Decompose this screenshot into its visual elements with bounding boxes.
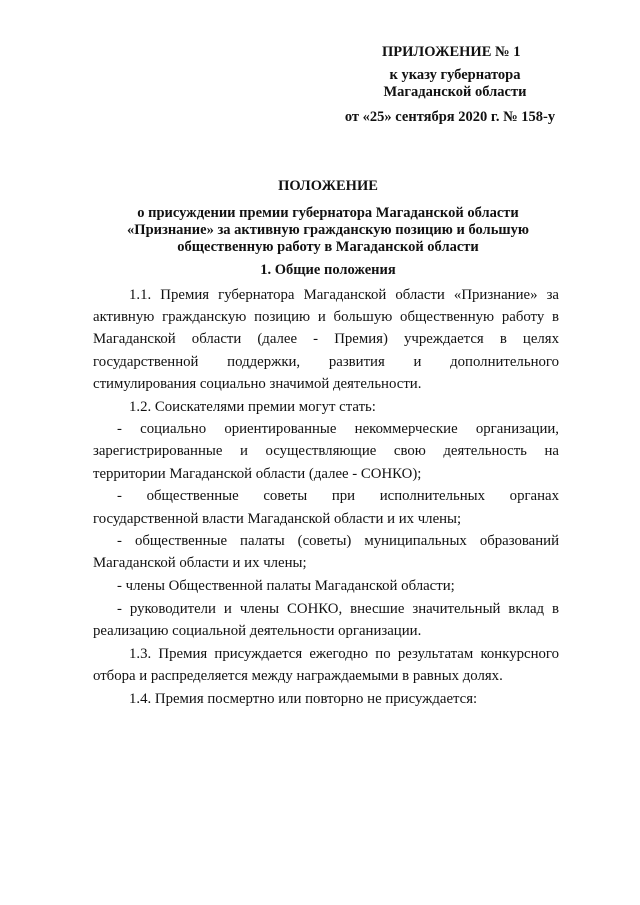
appendix-subtitle-line-1: к указу губернатора	[389, 67, 521, 83]
appendix-title: ПРИЛОЖЕНИЕ № 1	[382, 44, 521, 60]
list-item-municipal-chambers: - общественные палаты (советы) муниципальных образований Магаданской области и их члены;	[93, 533, 559, 572]
list-item-sonko: - социально ориентированные некоммерческие организации, зарегистрированные и осуществляющие свою деятельность на территории Магаданской области (далее - СОНКО);	[93, 421, 559, 482]
paragraph-1-3: 1.3. Премия присуждается ежегодно по результатам конкурсного отбора и распределяется между награждаемыми в равных долях.	[93, 645, 559, 684]
document-body	[93, 284, 559, 710]
paragraph-1-4: 1.4. Премия посмертно или повторно не присуждается:	[129, 690, 478, 707]
appendix-header	[330, 44, 580, 126]
paragraph-1-1: 1.1. Премия губернатора Магаданской области «Признание» за активную гражданскую позицию и большую общественную работу в Магаданской области (далее - Премия) учреждается в целях государственной поддержки, развития и дополнительного стимулирования социально значимой деятельности.	[93, 287, 559, 392]
document-title	[80, 178, 576, 256]
list-item-public-councils: - общественные советы при исполнительных органах государственной власти Магаданской области и их члены;	[93, 488, 559, 527]
appendix-date-line: от «25» сентября 2020 г. № 158-у	[344, 109, 556, 125]
document-title-main: ПОЛОЖЕНИЕ	[278, 178, 378, 194]
document-title-line-1: о присуждении премии губернатора Магаданской области	[137, 205, 519, 221]
list-item-sonko-leaders: - руководители и члены СОНКО, внесшие значительный вклад в реализацию социальной деятельности организации.	[93, 600, 559, 640]
document-title-line-2: «Признание» за активную гражданскую позицию и большую	[127, 222, 529, 238]
paragraph-1-2: 1.2. Соискателями премии могут стать:	[129, 398, 376, 415]
document-title-line-3: общественную работу в Магаданской области	[177, 239, 479, 255]
list-item-public-chamber-members: - члены Общественной палаты Магаданской области;	[117, 578, 455, 595]
appendix-subtitle-line-2: Магаданской области	[383, 84, 527, 100]
section-heading: 1. Общие положения	[260, 262, 396, 278]
